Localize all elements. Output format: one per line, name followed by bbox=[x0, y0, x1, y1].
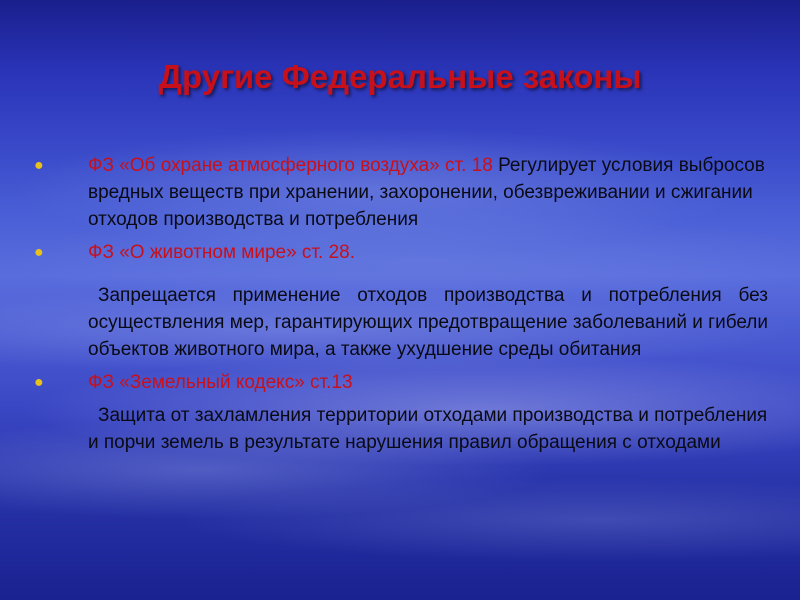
law-reference: ФЗ «О животном мире» ст. 28. bbox=[88, 242, 356, 263]
bullet-icon: ● bbox=[34, 244, 44, 261]
law-reference: ФЗ «Об охране атмосферного воздуха» ст. 18 bbox=[88, 155, 493, 176]
item-text: Запрещается применение отходов производства и потребления без осуществления мер, гарантирующих предотвращение заболеваний и гибели объектов животного мира, а также ухудшение среды обитания bbox=[88, 285, 768, 360]
list-item bbox=[34, 239, 768, 266]
bullet-icon: ● bbox=[34, 157, 44, 174]
slide-title: Другие Федеральные законы bbox=[158, 58, 642, 95]
bullet-icon: ● bbox=[34, 374, 44, 391]
list-item bbox=[34, 152, 768, 233]
law-reference: ФЗ «Земельный кодекс» ст.13 bbox=[88, 372, 353, 393]
list-item bbox=[34, 369, 768, 396]
slide-content bbox=[34, 152, 768, 456]
item-text: Регулирует условия выбросов вредных веществ при хранении, захоронении, обезвреживании и сжигании отходов производства и потребления bbox=[88, 155, 765, 230]
item-text: Защита от захламления территории отходами производства и потребления и порчи земель в результате нарушения правил обращения с отходами bbox=[88, 405, 768, 453]
